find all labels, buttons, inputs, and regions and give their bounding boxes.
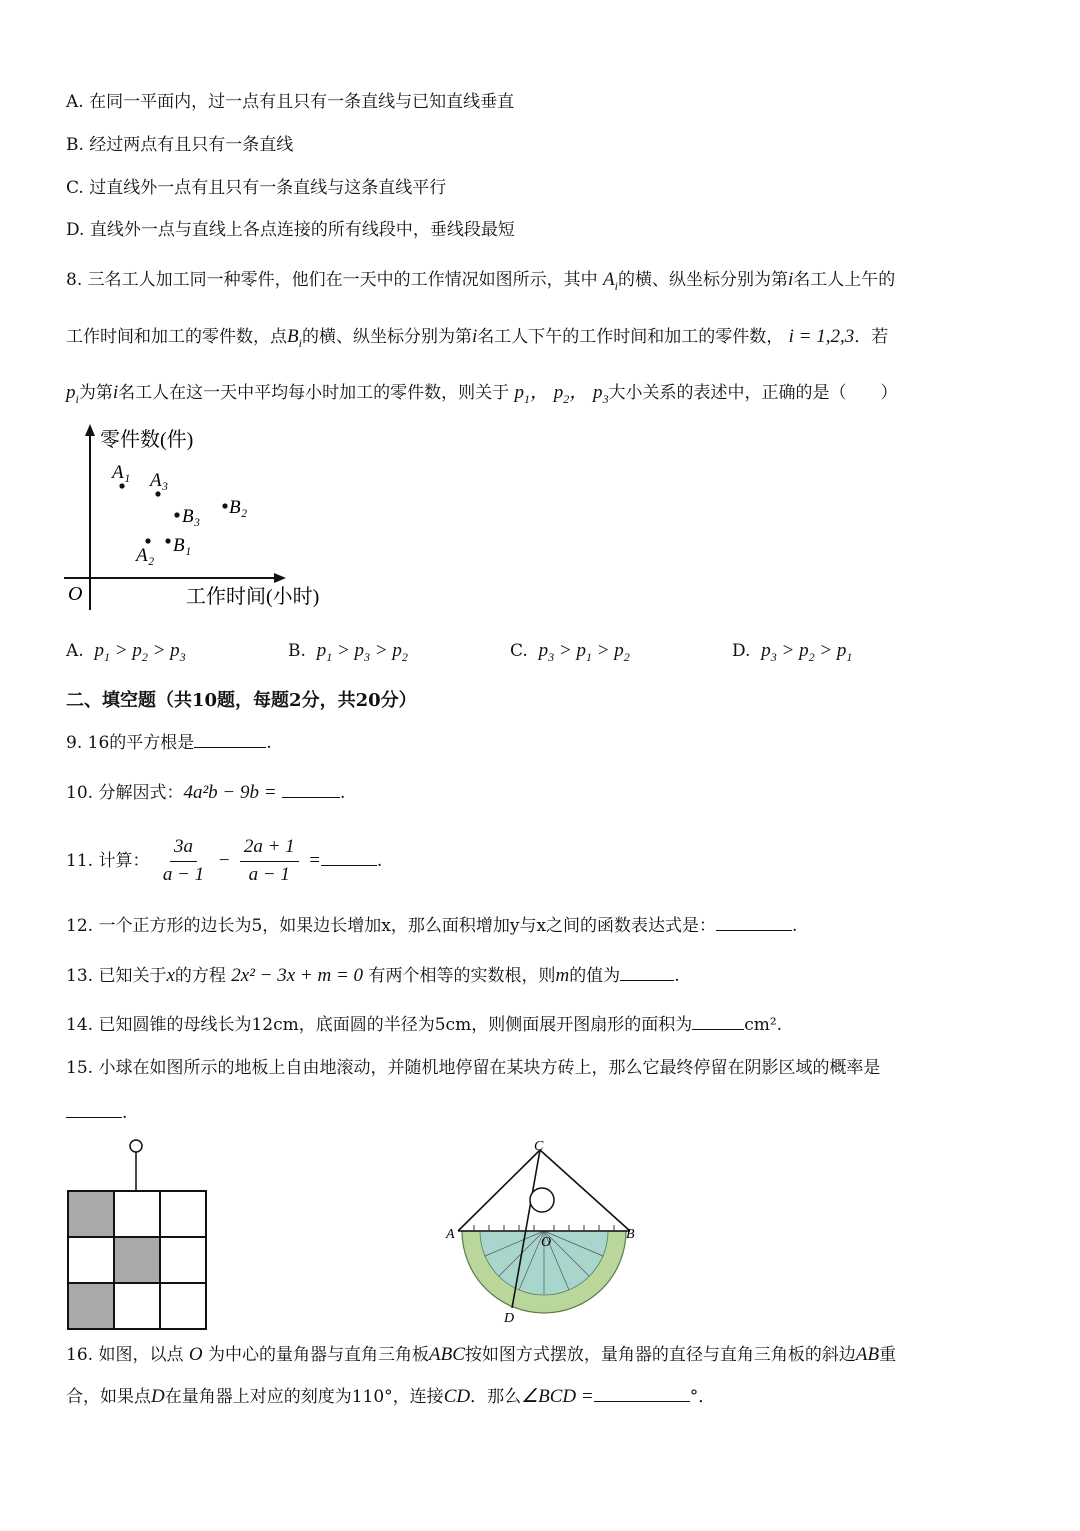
q14-answer-blank[interactable]: [692, 1015, 744, 1030]
q13: 13. 已知关于x的方程 2x² − 3x + m = 0 有两个相等的实数根，则m的值为 .: [66, 965, 680, 986]
x-axis-arrow: [274, 573, 286, 583]
label-o: O: [541, 1235, 552, 1250]
q15-line-2: .: [66, 1103, 127, 1123]
line-cb: [540, 1150, 630, 1231]
q16-answer-blank[interactable]: [594, 1387, 690, 1402]
q9: 9. 16的平方根是 .: [66, 733, 272, 753]
q16-line-1: 16. 如图，以点 O 为中心的量角器与直角三角板ABC按如图方式摆放，量角器的直径与直角三角板的斜边AB重: [66, 1344, 897, 1365]
q10-answer-blank[interactable]: [282, 783, 340, 798]
q7-option-c: C. 过直线外一点有且只有一条直线与这条直线平行: [66, 178, 447, 198]
q11-fraction-1: $\frac{3a}{a - 1}$: [162, 836, 205, 885]
point-b1-label: B₁: [173, 535, 192, 556]
point-a1-label: A₁: [112, 462, 131, 483]
point-a2: [145, 538, 150, 543]
q13-answer-blank[interactable]: [620, 966, 674, 981]
tile-shaded-2: [114, 1237, 160, 1283]
point-a3: [155, 491, 160, 496]
q8-line-2: 工作时间和加工的零件数，点$B_i$的横、纵坐标分别为第i名工人下午的工作时间和加工的零件数， i = 1,2,3．若: [66, 326, 889, 350]
point-b2-label: B₂: [229, 497, 248, 518]
label-c: C: [534, 1139, 544, 1154]
q11: 11. 计算： $\frac{3a}{a - 1}$ − $\frac{2a + 1}{a - 1}$ = .: [66, 836, 383, 885]
q7-option-b: B. 经过两点有且只有一条直线: [66, 135, 294, 155]
point-a2-label: A₂: [136, 545, 155, 566]
label-b: B: [626, 1227, 635, 1242]
label-a: A: [446, 1227, 455, 1242]
q9-answer-blank[interactable]: [194, 733, 266, 748]
section-2-heading: 二、填空题（共10题，每题2分，共20分）: [66, 690, 417, 711]
q8-line-1: 8. 三名工人加工同一种零件，他们在一天中的工作情况如图所示，其中 $A_i$的横、纵坐标分别为第i名工人上午的: [66, 269, 896, 293]
ball-icon: [130, 1140, 142, 1152]
origin-label: O: [68, 583, 83, 605]
q10: 10. 分解因式：4a²b − 9b = .: [66, 782, 346, 803]
q8-choice-b: B. $p_1 > p_3 > p_2$: [288, 640, 408, 664]
y-axis-arrow: [85, 424, 95, 436]
tile-shaded-3: [68, 1283, 114, 1329]
q15-answer-blank[interactable]: [66, 1103, 122, 1118]
label-d: D: [504, 1311, 515, 1326]
tile-shaded-1: [68, 1191, 114, 1237]
point-b3: [174, 512, 179, 517]
q8-scatter-graph: [60, 420, 350, 620]
y-axis-label: 零件数(件): [100, 429, 194, 451]
q8-line-3: $p_i$为第i名工人在这一天中平均每小时加工的零件数，则关于 $p_1$， $p_2$， $p_3$大小关系的表述中，正确的是（ ）: [66, 382, 898, 406]
q15-floor-grid: [64, 1136, 210, 1330]
q7-option-d: D. 直线外一点与直线上各点连接的所有线段中，垂线段最短: [66, 220, 515, 240]
point-b2: [222, 503, 227, 508]
point-a1: [119, 483, 124, 488]
q11-fraction-2: $\frac{2a + 1}{a - 1}$: [240, 836, 299, 887]
q7-option-a: A. 在同一平面内，过一点有且只有一条直线与已知直线垂直: [66, 92, 515, 112]
q16-line-2: 合，如果点D在量角器上对应的刻度为110°，连接CD．那么∠BCD = °．: [66, 1386, 716, 1407]
point-b3-label: B₃: [182, 506, 201, 527]
triangle-hole: [530, 1188, 554, 1212]
q8-choice-a: A. $p_1 > p_2 > p_3$: [66, 640, 186, 664]
point-b1: [165, 538, 170, 543]
x-axis-label: 工作时间(小时): [186, 586, 320, 608]
q16-protractor-figure: [444, 1136, 644, 1326]
q14: 14. 已知圆锥的母线长为12cm，底面圆的半径为5cm，则侧面展开图扇形的面积为 cm².: [66, 1015, 783, 1035]
point-a3-label: A₃: [150, 470, 169, 491]
q12: 12. 一个正方形的边长为5，如果边长增加x，那么面积增加y与x之间的函数表达式是： .: [66, 916, 798, 936]
q12-answer-blank[interactable]: [716, 916, 792, 931]
q8-choice-d: D. $p_3 > p_2 > p_1$: [732, 640, 853, 664]
q11-answer-blank[interactable]: [321, 851, 377, 866]
q15-line-1: 15. 小球在如图所示的地板上自由地滚动，并随机地停留在某块方砖上，那么它最终停留在阴影区域的概率是: [66, 1058, 881, 1078]
q8-choice-c: C. $p_3 > p_1 > p_2$: [510, 640, 630, 664]
